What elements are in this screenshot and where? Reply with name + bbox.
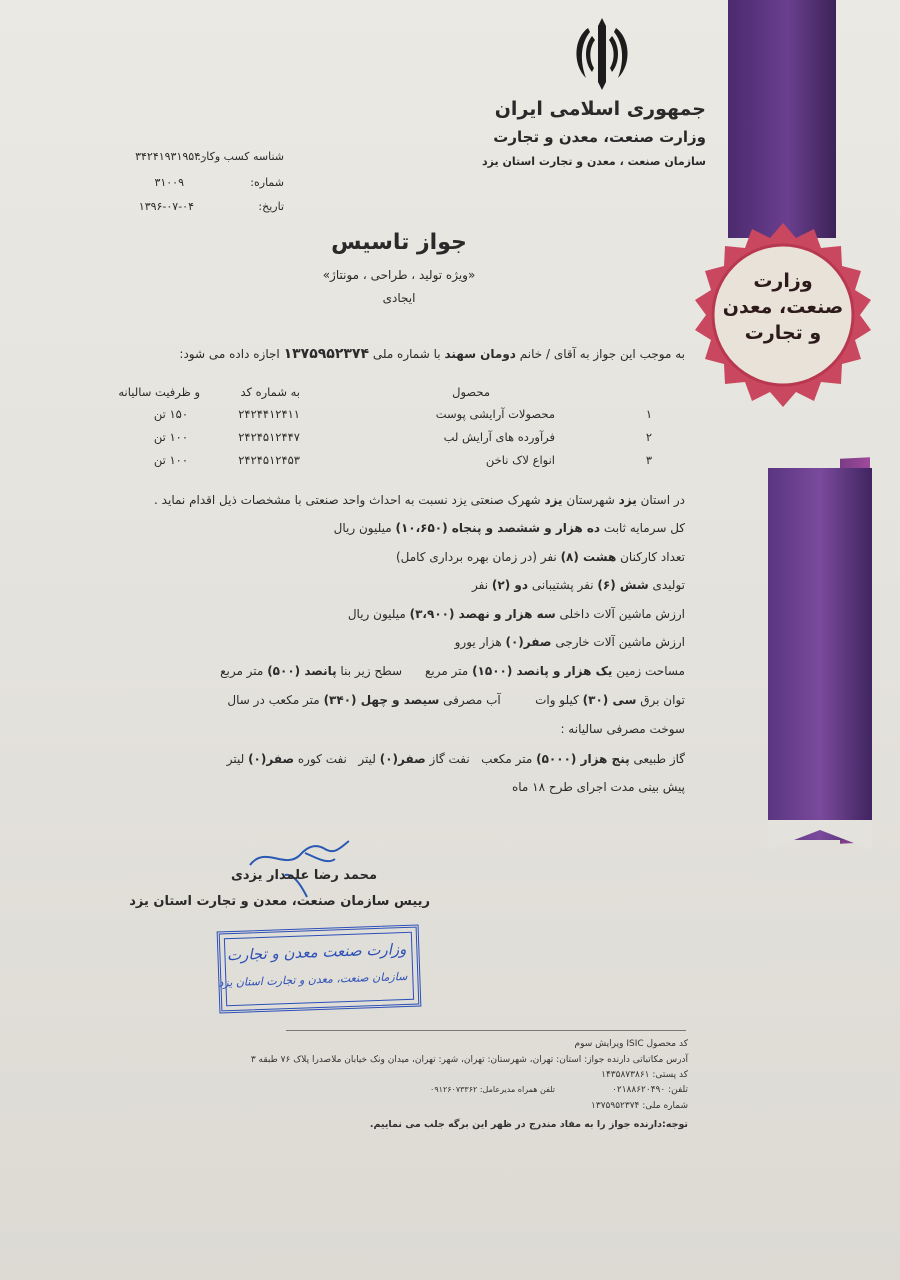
- product-row-name: فرآورده های آرایش لب: [443, 430, 555, 444]
- date-value: ۱۳۹۶-۰۷-۰۴: [138, 200, 194, 213]
- footer-note: توجه:دارنده جواز را به مفاد مندرج در ظهر این برگه جلب می نماییم.: [369, 1119, 688, 1130]
- header-capacity: و ظرفیت سالیانه: [118, 385, 200, 399]
- document-title: جواز تاسیس: [331, 230, 467, 255]
- seal-line-2: صنعت، معدن: [722, 296, 844, 318]
- business-id-label: شناسه کسب وکار:: [197, 150, 284, 163]
- footer-postal: کد پستی: ۱۴۳۵۸۷۳۸۶۱: [601, 1070, 688, 1080]
- stamp-line-2: سازمان صنعت، معدن و تجارت استان یزد: [218, 969, 408, 990]
- ministry-name: وزارت صنعت، معدن و تجارت: [493, 128, 706, 146]
- organization-name: سازمان صنعت ، معدن و تجارت استان یزد: [482, 155, 706, 168]
- capital-line: کل سرمایه ثابت ده هزار و ششصد و پنجاه (۱۰،۶۵۰) میلیون ریال: [333, 521, 685, 535]
- iran-emblem-icon: [560, 12, 644, 96]
- product-row-name: محصولات آرایشی پوست: [435, 407, 555, 421]
- fuel-heading: سوخت مصرفی سالیانه :: [560, 722, 685, 736]
- number-label: شماره:: [250, 176, 284, 189]
- location-line: در استان یزد شهرستان یزد شهرک صنعتی یزد نسبت به احداث واحد صنعتی با مشخصات ذیل اقدام نماید .: [154, 493, 685, 507]
- license-type: ایجادی: [382, 291, 416, 305]
- product-row-code: ۲۴۲۴۵۱۲۴۵۳: [238, 453, 300, 467]
- number-value: ۳۱۰۰۹: [154, 176, 184, 189]
- product-row-name: انواع لاک ناخن: [485, 453, 555, 467]
- signatory-position: رییس سازمان صنعت، معدن و تجارت استان یزد: [129, 894, 430, 909]
- product-row-capacity: ۱۰۰ تن: [153, 453, 188, 467]
- area-line: مساحت زمین یک هزار و پانصد (۱۵۰۰) متر مربع سطح زیر بنا پانصد (۵۰۰) متر مربع: [220, 664, 685, 678]
- product-row-capacity: ۱۰۰ تن: [153, 430, 188, 444]
- domestic-machinery-line: ارزش ماشین آلات داخلی سه هزار و نهصد (۳،۹۰۰) میلیون ریال: [347, 607, 685, 621]
- staff-split-line: تولیدی شش (۶) نفر پشتیبانی دو (۲) نفر: [472, 578, 685, 592]
- utilities-line: توان برق سی (۳۰) کیلو وات آب مصرفی سیصد و چهل (۳۴۰) متر مکعب در سال: [227, 693, 685, 707]
- product-row-capacity: ۱۵۰ تن: [153, 407, 188, 421]
- product-row-num: ۲: [645, 430, 652, 444]
- holder-national-id: ۱۳۷۵۹۵۲۳۷۴: [283, 346, 370, 362]
- holder-name: دومان سهند: [444, 347, 516, 361]
- stamp-line-1: وزارت صنعت معدن و تجارت: [226, 939, 407, 965]
- signatory-name: محمد رضا علمدار یزدی: [230, 868, 377, 883]
- ribbon-tail-icon: [760, 820, 880, 860]
- header-code: به شماره کد: [240, 385, 300, 399]
- staff-line: تعداد کارکنان هشت (۸) نفر (در زمان بهره برداری کامل): [395, 550, 685, 564]
- seal-line-1: وزارت: [753, 270, 813, 292]
- footer-national-id: شماره ملی: ۱۳۷۵۹۵۲۳۷۴: [591, 1101, 688, 1111]
- duration-line: پیش بینی مدت اجرای طرح ۱۸ ماه: [511, 780, 685, 794]
- country-name: جمهوری اسلامی ایران: [494, 98, 706, 120]
- product-row-num: ۳: [645, 453, 652, 467]
- foreign-machinery-line: ارزش ماشین آلات خارجی صفر(۰) هزار یورو: [454, 635, 685, 649]
- intro-line: به موجب این جواز به آقای / خانم دومان سهند با شماره ملی ۱۳۷۵۹۵۲۳۷۴ اجازه داده می شود:: [179, 346, 685, 362]
- product-row-code: ۲۴۲۴۵۱۲۴۴۷: [238, 430, 300, 444]
- ribbon-top: [728, 0, 836, 238]
- footer-phone: تلفن: ۰۲۱۸۸۶۲۰۴۹۰: [612, 1085, 688, 1095]
- footer-address: آدرس مکاتباتی دارنده جواز: استان: تهران، شهرستان: تهران، شهر: تهران، میدان ونک خیابان ملاصدرا پلاک ۷۶ طبقه ۳: [250, 1055, 688, 1065]
- product-row-code: ۲۴۲۴۴۱۲۴۱۱: [238, 407, 300, 421]
- official-stamp: [217, 925, 422, 1014]
- ribbon-bottom: [768, 468, 872, 840]
- product-row-num: ۱: [645, 407, 652, 421]
- footer-isic: کد محصول ISIC ویرایش سوم: [574, 1039, 688, 1049]
- business-id-value: ۳۴۲۴۱۹۳۱۹۵۴۰: [135, 150, 206, 163]
- document-subtitle: «ویژه تولید ، طراحی ، مونتاژ»: [322, 268, 476, 282]
- header-product: محصول: [452, 385, 490, 399]
- fuel-line: گاز طبیعی پنج هزار (۵۰۰۰) متر مکعب نفت گاز صفر(۰) لیتر نفت کوره صفر(۰) لیتر: [226, 752, 685, 766]
- date-label: تاریخ:: [258, 200, 284, 213]
- footer-divider: [286, 1030, 686, 1031]
- seal-line-3: و تجارت: [744, 322, 822, 344]
- footer-mobile: تلفن همراه مدیرعامل: ۰۹۱۲۶۰۷۳۳۶۲: [430, 1085, 555, 1094]
